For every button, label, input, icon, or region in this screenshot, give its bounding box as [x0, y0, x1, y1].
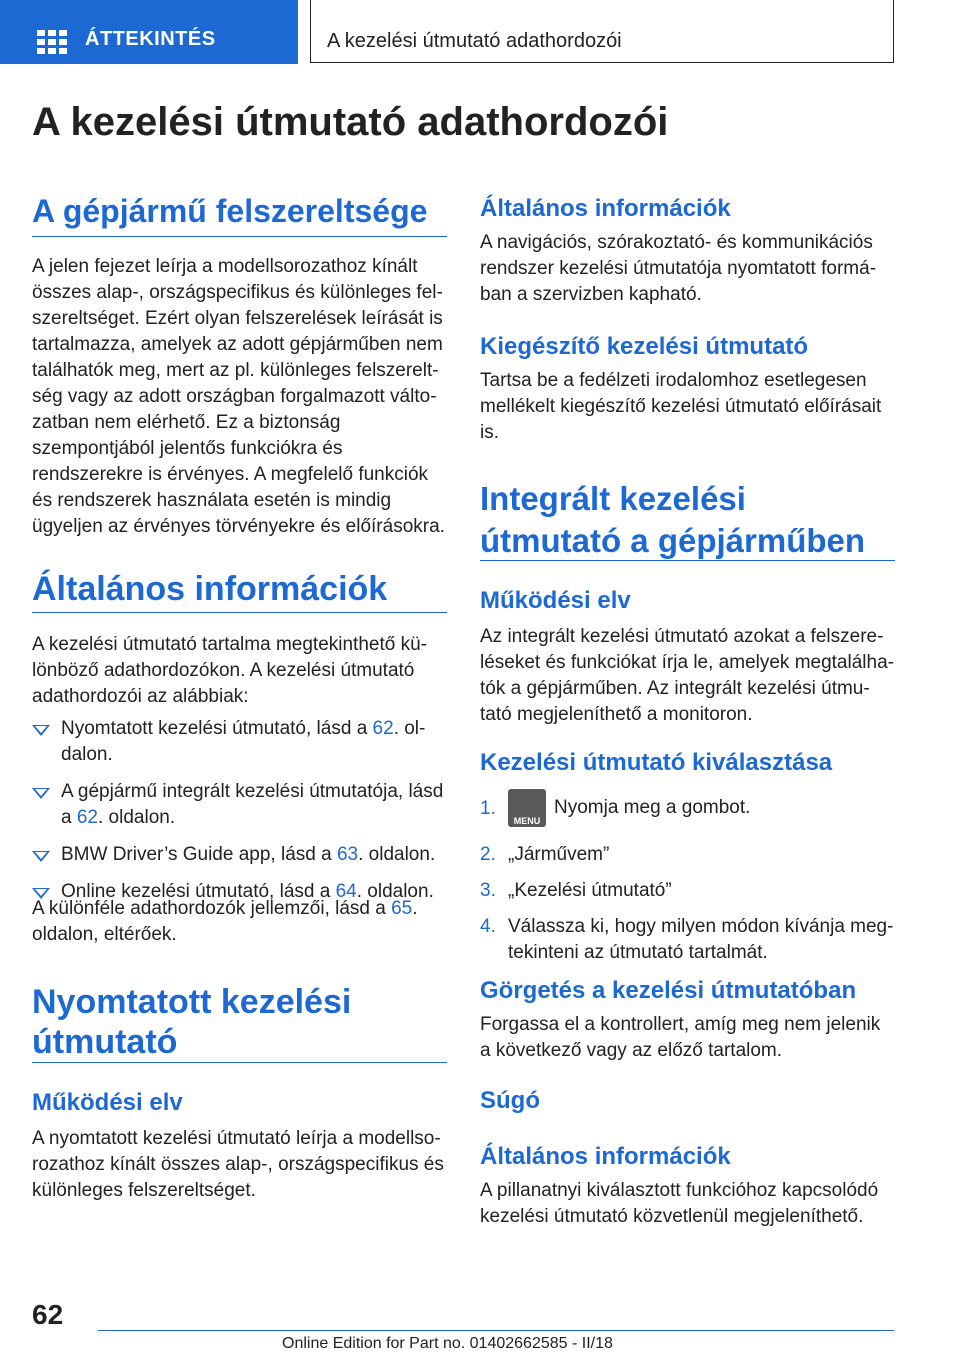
overview-tab[interactable] — [0, 0, 298, 64]
section-divider — [480, 560, 895, 561]
list-item: 2. „Járművem” — [480, 844, 610, 865]
grid-menu-icon — [37, 30, 67, 52]
section-heading-general-info: Általános információk — [32, 570, 388, 608]
equipment-paragraph: A jelen fejezet leírja a modellsorozathoz kínált összes alap-, országspecifikus és különleges felszereltséget. Ezért olyan felszerelések leírását is tartalmazza, amelyek az adott gépjárműben nem találhatók meg, mert az pl. különleges felszereltség vagy az adott országban forgalmazott változatban nem elérhető. Ez a biztonság szempontjából jelentős funkciókra és rendszerekre is érvényes. A megfelelő funkciók és rendszerek használata esetén is mindig ügyeljen az érvényes törvényekre és előírásokra. — [32, 256, 445, 537]
page-link[interactable]: 62 — [372, 718, 394, 739]
footer-divider — [98, 1330, 894, 1331]
general-info-paragraph: A navigációs, szórakoztató- és kommunikációs rendszer kezelési útmutatója nyomtatott formában a szervizben kapható. — [480, 232, 877, 305]
top-navigation — [0, 0, 960, 64]
scrolling-paragraph: Forgassa el a kontrollert, amíg meg nem jelenik a következő vagy az előző tartalom. — [480, 1014, 881, 1061]
current-section-label: A kezelési útmutató adathordozói — [327, 30, 622, 52]
section-divider — [32, 236, 447, 237]
subheading-principle: Működési elv — [32, 1089, 183, 1116]
page-link[interactable]: 64 — [335, 881, 357, 902]
overview-tab-label: ÁTTEKINTÉS — [85, 28, 216, 50]
triangle-bullet-icon — [32, 788, 50, 799]
list-item: 4. Válassza ki, hogy milyen módon kívánja megtekinteni az útmutató tartalmát. — [480, 916, 894, 963]
subheading-help: Súgó — [480, 1087, 540, 1114]
list-item: Online kezelési útmutató, lásd a 64. oldalon. — [32, 879, 447, 905]
subheading-select-manual: Kezelési útmutató kiválasztása — [480, 749, 833, 776]
section-divider — [32, 1062, 447, 1063]
page-link[interactable]: 63 — [336, 844, 359, 865]
footer-edition: Online Edition for Part no. 01402662585 - II/18 — [282, 1335, 613, 1352]
current-section-tab[interactable] — [310, 0, 894, 63]
page-title: A kezelési útmutató adathordozói — [32, 100, 669, 144]
list-item: 3. „Kezelési útmutató” — [480, 880, 672, 901]
general-info-intro: A kezelési útmutató tartalma megtekinthető különböző adathordozókon. A kezelési útmutató adathordozói az alábbiak: — [32, 634, 427, 707]
list-item: Nyomtatott kezelési útmutató, lásd a 62. oldalon. — [32, 716, 447, 768]
section-heading-printed-manual: Nyomtatott kezelési útmutató — [32, 983, 352, 1061]
triangle-bullet-icon — [32, 725, 50, 736]
subheading-supplementary: Kiegészítő kezelési útmutató — [480, 333, 809, 360]
subheading-principle: Működési elv — [480, 587, 631, 614]
printed-manual-paragraph: A nyomtatott kezelési útmutató leírja a modellsorozathoz kínált összes alap-, országspecifikus és különleges felszereltséget. — [32, 1128, 444, 1201]
menu-button-icon[interactable]: MENU — [508, 789, 546, 827]
supplementary-paragraph: Tartsa be a fedélzeti irodalomhoz esetlegesen mellékelt kiegészítő kezelési útmutató előírásait is. — [480, 370, 882, 443]
page-link[interactable]: 62 — [76, 807, 98, 828]
list-item: 1. MENU Nyomja meg a gombot. — [480, 788, 895, 828]
steps-list — [480, 788, 895, 966]
subheading-scrolling: Görgetés a kezelési útmutatóban — [480, 977, 857, 1004]
help-paragraph: A pillanatnyi kiválasztott funkcióhoz kapcsolódó kezelési útmutató közvetlenül megjeleníthető. — [480, 1180, 879, 1227]
section-heading-equipment: A gépjármű felszereltsége — [32, 193, 428, 229]
list-item: BMW Driver’s Guide app, lásd a 63. oldalon. — [32, 842, 447, 868]
media-list — [32, 716, 447, 916]
page-link[interactable]: 65 — [391, 898, 413, 919]
triangle-bullet-icon — [32, 851, 50, 862]
section-heading-integrated-manual: Integrált kezelési útmutató a gépjárműben — [480, 480, 866, 559]
subheading-general-info: Általános információk — [480, 195, 731, 222]
page-number: 62 — [32, 1299, 64, 1330]
list-item: A gépjármű integrált kezelési útmutatója, lásd a 62. oldalon. — [32, 779, 447, 831]
general-info-outro: A különféle adathordozók jellemzői, lásd a 65. oldalon, eltérőek. — [32, 898, 418, 945]
integrated-principle-paragraph: Az integrált kezelési útmutató azokat a felszereléseket és funkciókat írja le, amelyek megtalálhatók a gépjárműben. Az integrált kezelési útmutató megjeleníthető a monitoron. — [480, 626, 894, 725]
section-divider — [32, 612, 447, 613]
subheading-general-info-help: Általános információk — [480, 1143, 731, 1170]
